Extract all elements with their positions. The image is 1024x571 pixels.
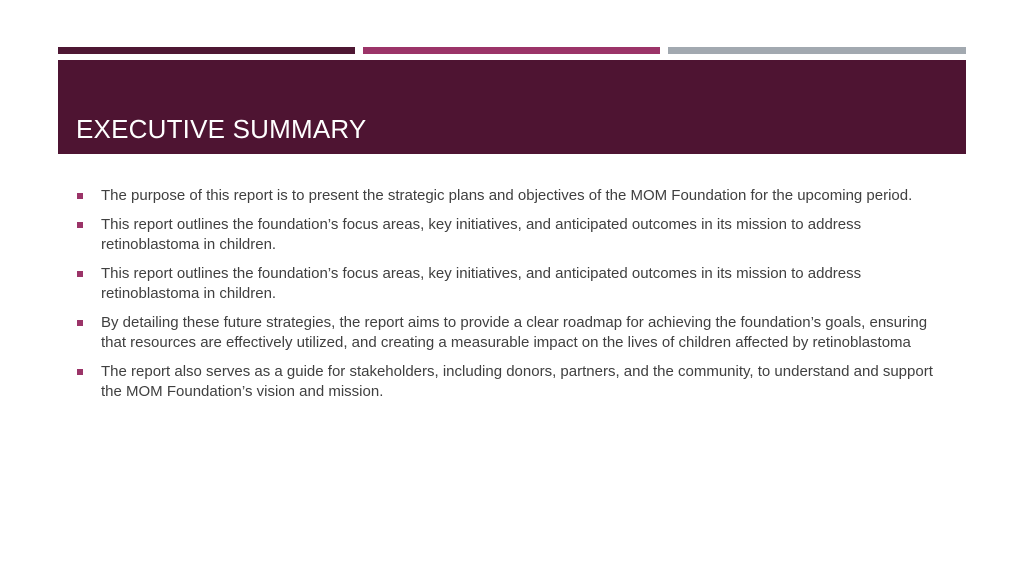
- bullet-item: [76, 362, 946, 402]
- accent-bar-magenta: [363, 47, 660, 54]
- accent-bar-gray: [668, 47, 966, 54]
- square-bullet-icon: [77, 369, 83, 375]
- title-band: [58, 60, 966, 154]
- bullet-item: [76, 313, 946, 353]
- accent-bar-dark: [58, 47, 355, 54]
- bullet-text: The report also serves as a guide for stakeholders, including donors, partners, and the community, to understand and support the MOM Foundation’s vision and mission.: [101, 363, 933, 400]
- slide-title: EXECUTIVE SUMMARY: [76, 114, 367, 144]
- square-bullet-icon: [77, 271, 83, 277]
- bullet-text: This report outlines the foundation’s focus areas, key initiatives, and anticipated outcomes in its mission to address retinoblastoma in children.: [101, 216, 862, 253]
- bullet-item: [76, 264, 946, 304]
- bullet-text: This report outlines the foundation’s focus areas, key initiatives, and anticipated outcomes in its mission to address retinoblastoma in children.: [101, 265, 862, 302]
- bullet-item: [76, 186, 946, 206]
- bullet-list: [76, 186, 946, 411]
- bullet-text: By detailing these future strategies, the report aims to provide a clear roadmap for achieving the foundation’s goals, ensuring that resources are effectively utilized, and creating a measurable impact on the lives of children affected by retinoblastoma: [101, 314, 928, 351]
- square-bullet-icon: [77, 193, 83, 199]
- square-bullet-icon: [77, 222, 83, 228]
- bullet-item: [76, 215, 946, 255]
- bullet-text: The purpose of this report is to present the strategic plans and objectives of the MOM Foundation for the upcoming period.: [101, 187, 913, 204]
- square-bullet-icon: [77, 320, 83, 326]
